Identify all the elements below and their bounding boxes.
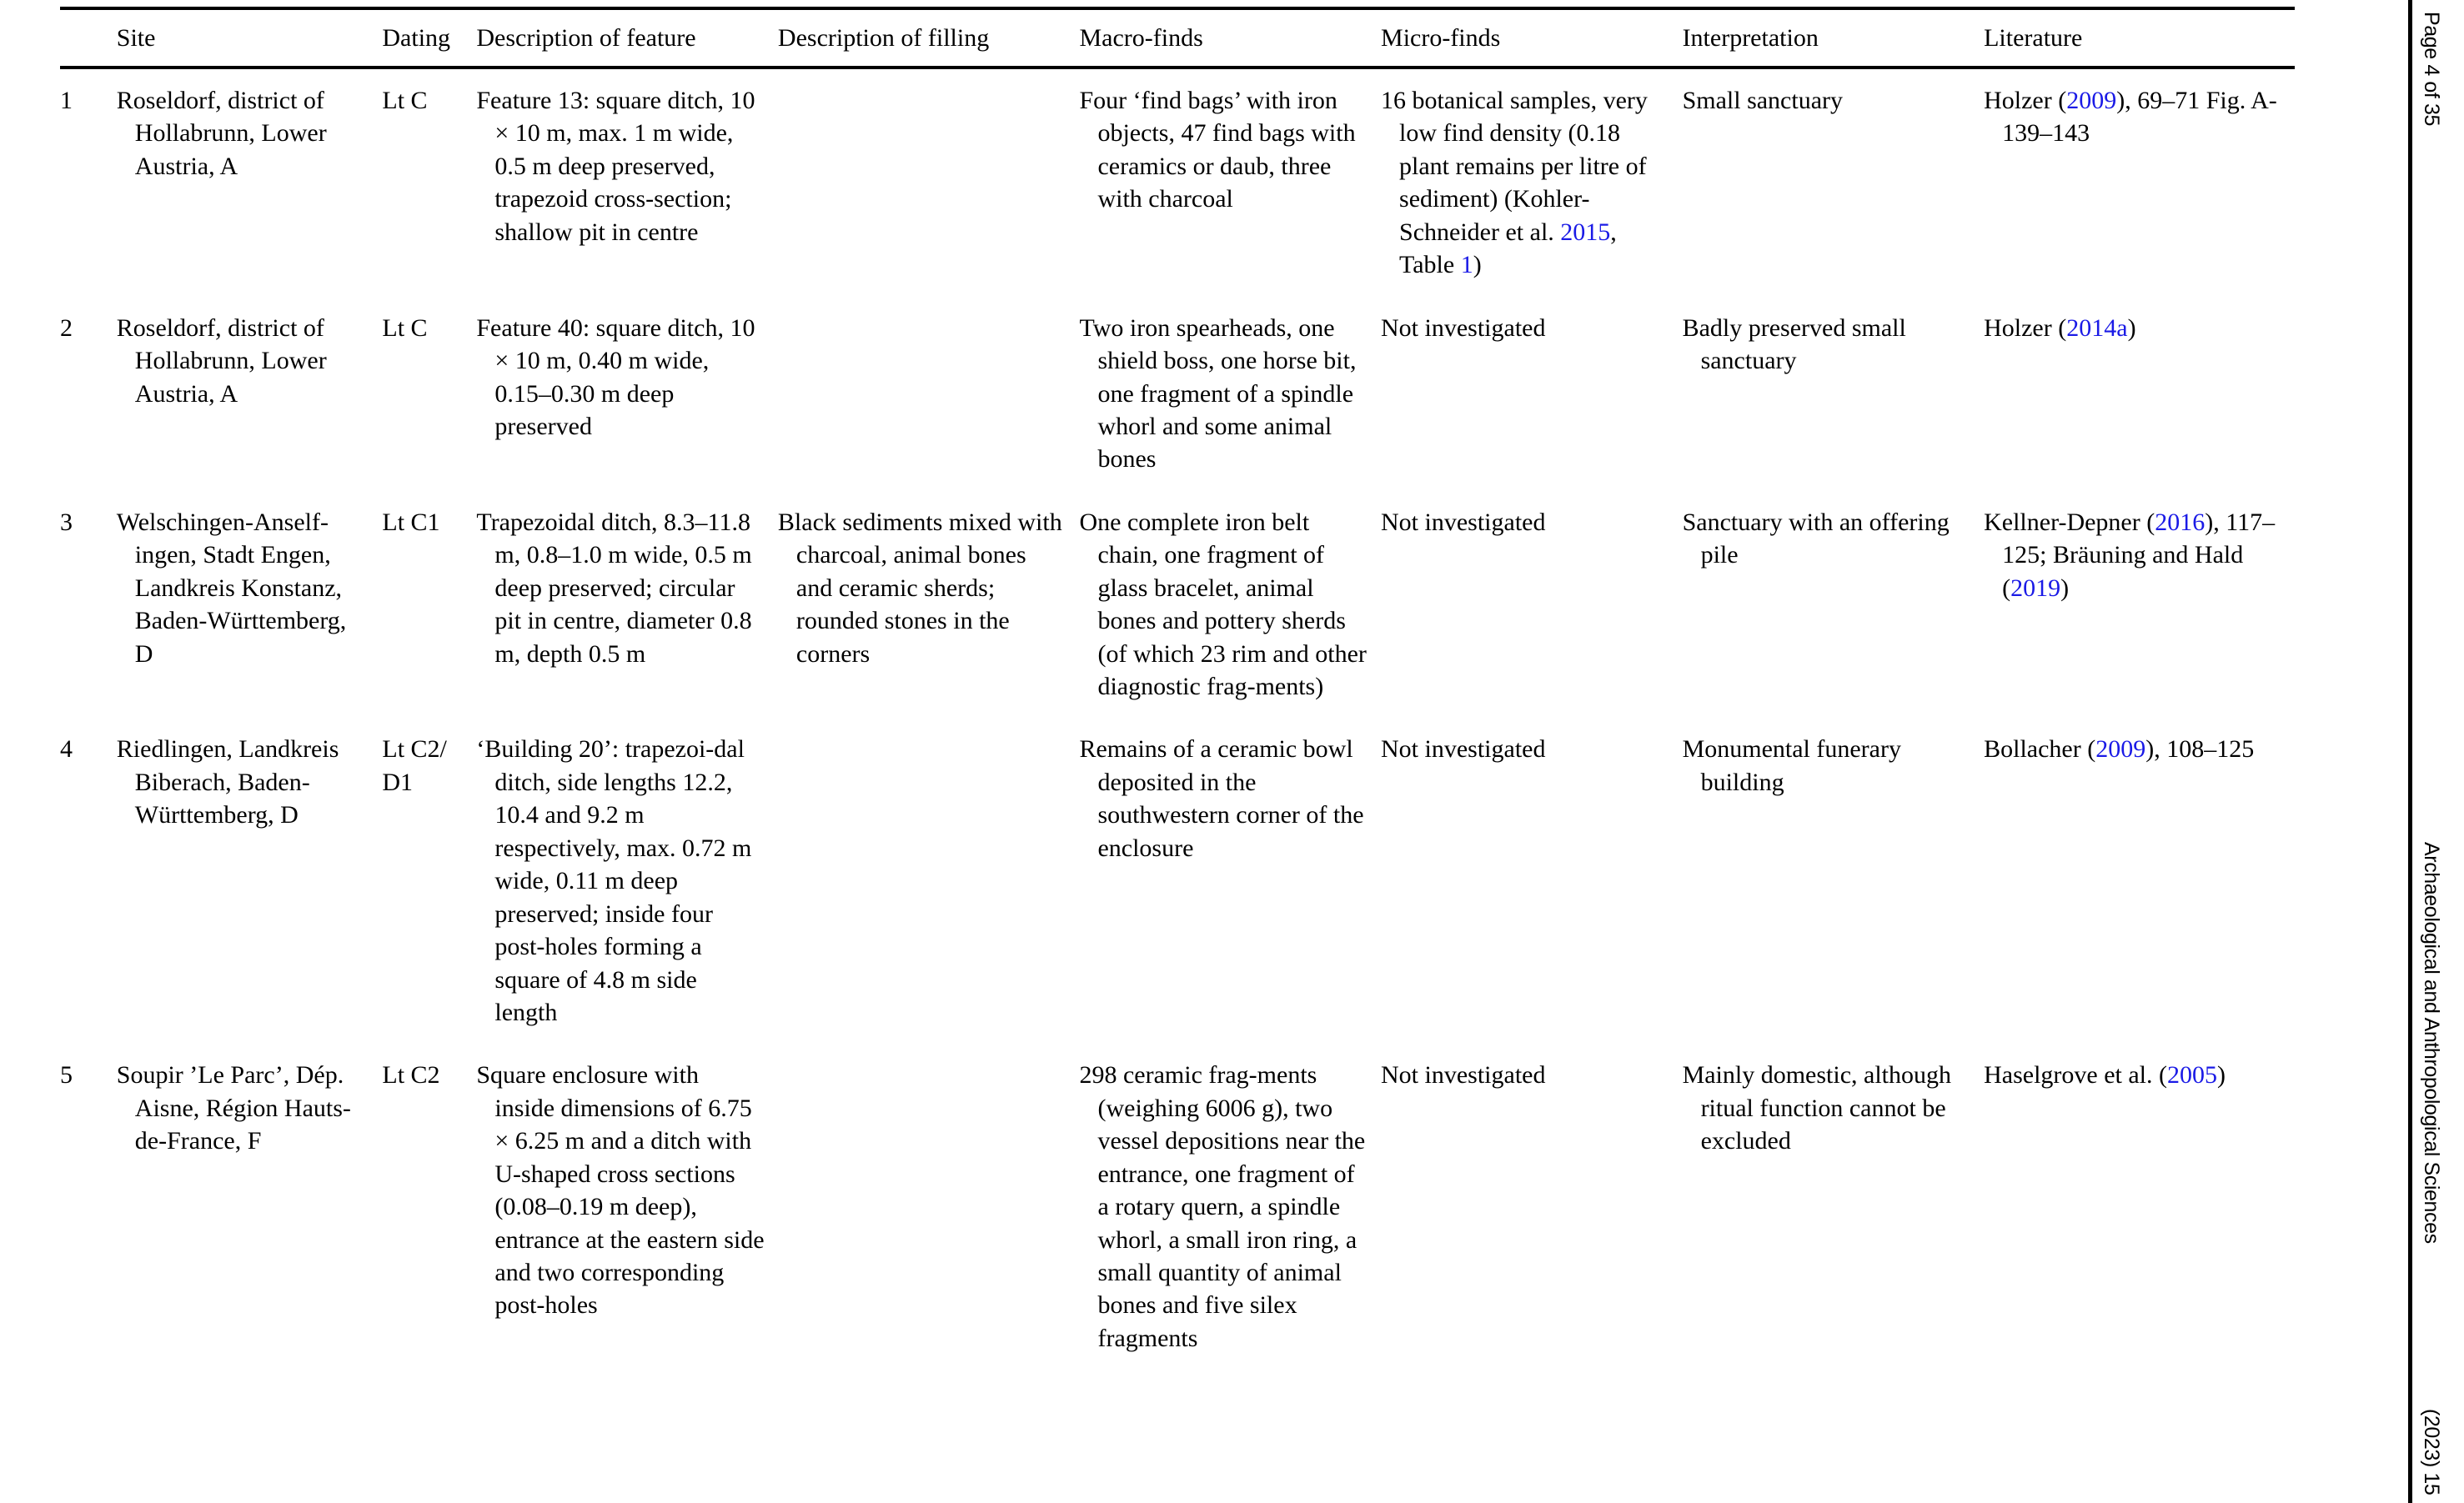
reference-link[interactable]: 2016	[2155, 508, 2206, 536]
reference-link[interactable]: 2009	[2066, 87, 2117, 114]
reference-link[interactable]: 1	[1460, 251, 1473, 279]
cell-dating: Lt C	[382, 87, 428, 114]
page-number-label: Page 4 of 35	[2420, 12, 2443, 126]
table-row	[60, 1044, 2295, 1370]
cell-dating: Lt C	[382, 313, 428, 342]
reference-link[interactable]: 2005	[2167, 1061, 2218, 1090]
column-header-literature: Literature	[1984, 8, 2295, 68]
cell-index: 5	[60, 1061, 73, 1090]
cell-macro-finds: Two iron spearheads, one shield boss, one horse bit, one fragment of a spindle whorl and some animal bones	[1079, 313, 1357, 473]
cell-macro-finds: Four ‘find bags’ with iron objects, 47 find bags with ceramics or daub, three with charcoal	[1079, 87, 1356, 213]
reference-text: ), 108–125	[2145, 735, 2255, 764]
cell-literature	[1984, 297, 2295, 491]
cell-dating: Lt C2/ D1	[382, 735, 447, 796]
cell-index: 1	[60, 87, 73, 114]
page-margin-rail	[2385, 0, 2464, 1503]
reference-text: Kellner-Depner (	[1984, 508, 2155, 536]
cell-feature: ‘Building 20’: trapezoi-dal ditch, side lengths 12.2, 10.4 and 9.2 m respectively, max. 0.72 m wide, 0.11 m deep preserved; inside four post-holes forming a square of 4.8 m side length	[476, 735, 752, 1026]
reference-link[interactable]: 2014a	[2066, 313, 2128, 342]
reference-link[interactable]: 2009	[2095, 735, 2146, 764]
cell-literature	[1984, 491, 2295, 719]
cell-macro-finds: 298 ceramic frag-ments (weighing 6006 g), two vessel depositions near the entrance, one fragment of a rotary quern, a spindle whorl, a small iron ring, a small quantity of animal bones and five silex fragments	[1079, 1061, 1366, 1352]
cell-index: 3	[60, 508, 73, 536]
cell-micro-finds	[1381, 68, 1683, 297]
cell-dating: Lt C2	[382, 1061, 440, 1090]
table-row	[60, 297, 2295, 491]
column-header-dating: Dating	[382, 8, 476, 68]
reference-text: ), 117–125; Bräuning and Hald (	[2002, 508, 2276, 602]
reference-text: Not investigated	[1381, 508, 1546, 536]
cell-filling	[778, 1044, 1080, 1370]
table-body	[60, 68, 2295, 1370]
cell-micro-finds	[1381, 1044, 1683, 1370]
cell-micro-finds	[1381, 297, 1683, 491]
cell-filling: Black sediments mixed with charcoal, animal bones and ceramic sherds; rounded stones in the corners	[777, 508, 1062, 668]
cell-interpretation: Monumental funerary building	[1682, 735, 1901, 796]
cell-site: Riedlingen, Landkreis Biberach, Baden-Württemberg, D	[116, 735, 339, 829]
cell-interpretation: Sanctuary with an offering pile	[1682, 508, 1950, 569]
reference-text: 16 botanical samples, very low find density (0.18 plant remains per litre of sediment) (Kohler-Schneider et al.	[1381, 87, 1648, 246]
reference-text: )	[1473, 251, 1482, 279]
cell-index: 2	[60, 313, 73, 342]
page-rail-divider	[2408, 0, 2412, 1503]
reference-text: )	[2217, 1061, 2226, 1090]
cell-site: Soupir ’Le Parc’, Dép. Aisne, Région Hauts-de-France, F	[116, 1061, 351, 1155]
journal-title-label: Archaeological and Anthropological Sciences	[2420, 842, 2443, 1244]
cell-interpretation: Badly preserved small sanctuary	[1682, 313, 1906, 375]
column-header-micro-finds: Micro-finds	[1381, 8, 1683, 68]
cell-literature	[1984, 68, 2295, 297]
reference-link[interactable]: 2019	[2010, 574, 2061, 602]
cell-site: Roseldorf, district of Hollabrunn, Lower Austria, A	[116, 313, 327, 408]
reference-text: )	[2127, 313, 2136, 342]
column-header-site: Site	[117, 8, 383, 68]
enclosures-table	[60, 7, 2295, 1370]
cell-macro-finds: Remains of a ceramic bowl deposited in the southwestern corner of the enclosure	[1079, 735, 1364, 862]
column-header-filling: Description of filling	[778, 8, 1080, 68]
cell-interpretation: Small sanctuary	[1682, 87, 1844, 114]
cell-filling	[778, 68, 1080, 297]
cell-feature: Feature 13: square ditch, 10 × 10 m, max. 1 m wide, 0.5 m deep preserved, trapezoid cross-section; shallow pit in centre	[476, 87, 755, 246]
reference-text: , Table	[1399, 218, 1617, 279]
cell-index: 4	[60, 735, 73, 764]
table-header	[60, 8, 2295, 68]
journal-issue-label: (2023) 15	[2420, 1409, 2443, 1495]
table-header-row	[60, 8, 2295, 68]
cell-interpretation: Mainly domestic, although ritual function cannot be excluded	[1682, 1061, 1952, 1155]
column-header-macro-finds: Macro-finds	[1079, 8, 1381, 68]
column-header-index	[60, 8, 117, 68]
reference-text: Bollacher (	[1984, 735, 2096, 764]
reference-text: Holzer (	[1984, 313, 2067, 342]
column-header-feature: Description of feature	[476, 8, 778, 68]
cell-micro-finds	[1381, 718, 1683, 1044]
column-header-interpretation: Interpretation	[1683, 8, 1985, 68]
table-row	[60, 718, 2295, 1044]
cell-macro-finds: One complete iron belt chain, one fragment of glass bracelet, animal bones and pottery sherds (of which 23 rim and other diagnostic frag-ments)	[1079, 508, 1367, 700]
cell-site: Roseldorf, district of Hollabrunn, Lower Austria, A	[116, 87, 327, 180]
cell-site: Welschingen-Anself-ingen, Stadt Engen, Landkreis Konstanz, Baden-Württemberg, D	[116, 508, 347, 668]
cell-micro-finds	[1381, 491, 1683, 719]
cell-feature: Feature 40: square ditch, 10 × 10 m, 0.40 m wide, 0.15–0.30 m deep preserved	[476, 313, 755, 440]
reference-text: Not investigated	[1381, 1061, 1546, 1090]
reference-text: Holzer (	[1984, 87, 2067, 114]
reference-text: Haselgrove et al. (	[1984, 1061, 2168, 1090]
reference-text: Not investigated	[1381, 735, 1546, 764]
cell-dating: Lt C1	[382, 508, 440, 536]
cell-filling	[778, 718, 1080, 1044]
cell-feature: Square enclosure with inside dimensions of 6.75 × 6.25 m and a ditch with U-shaped cross sections (0.08–0.19 m deep), entrance at the eastern side and two corresponding post-holes	[476, 1061, 765, 1320]
cell-literature	[1984, 718, 2295, 1044]
table-row	[60, 68, 2295, 297]
reference-text: Not investigated	[1381, 313, 1546, 342]
reference-text: ), 69–71 Fig. A-139–143	[2002, 87, 2277, 148]
reference-text: )	[2060, 574, 2070, 602]
cell-literature	[1984, 1044, 2295, 1370]
cell-feature: Trapezoidal ditch, 8.3–11.8 m, 0.8–1.0 m wide, 0.5 m deep preserved; circular pit in centre, diameter 0.8 m, depth 0.5 m	[476, 508, 752, 668]
reference-link[interactable]: 2015	[1560, 218, 1611, 246]
cell-filling	[778, 297, 1080, 491]
table-row	[60, 491, 2295, 719]
